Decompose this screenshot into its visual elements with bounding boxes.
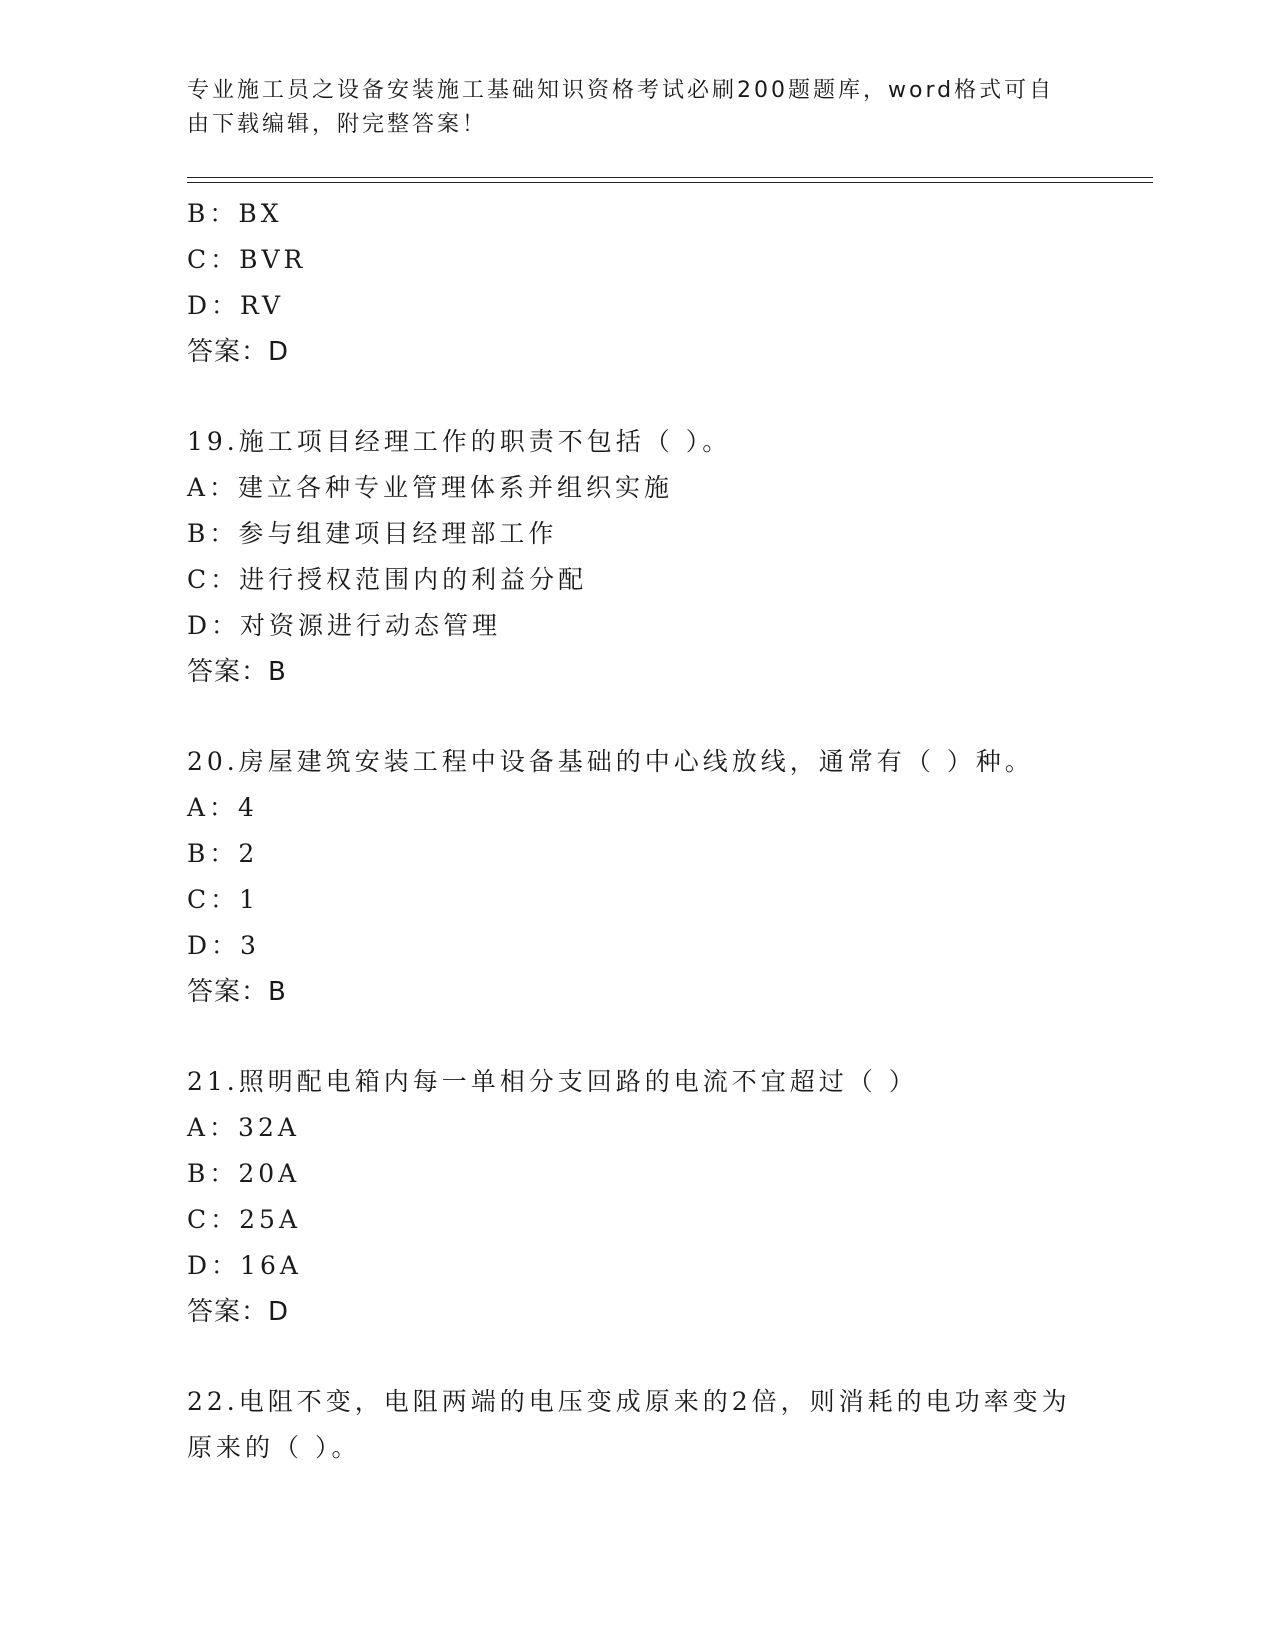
option-b: B：参与组建项目经理部工作: [187, 519, 558, 548]
option-d: D：对资源进行动态管理: [187, 611, 502, 640]
answer-line: 答案：D: [187, 337, 290, 367]
option-c: C：1: [187, 885, 260, 914]
option-b: B：BX: [187, 199, 283, 228]
document-header: 专业施工员之设备安装施工基础知识资格考试必刷200题题库，word格式可自由下载编辑，附完整答案！: [187, 78, 1055, 137]
question-21: 21.照明配电箱内每一单相分支回路的电流不宜超过（ ）: [187, 1067, 918, 1096]
question-19: 19.施工项目经理工作的职责不包括（ ）。: [187, 427, 732, 456]
option-b: B：20A: [187, 1159, 301, 1188]
option-c: C：25A: [187, 1205, 301, 1234]
option-d: D：16A: [187, 1251, 302, 1280]
answer-line: 答案：B: [187, 657, 287, 687]
header-rule-top: [187, 177, 1153, 178]
option-a: A：建立各种专业管理体系并组织实施: [187, 473, 674, 502]
answer-line: 答案：B: [187, 977, 287, 1007]
question-20: 20.房屋建筑安装工程中设备基础的中心线放线，通常有（ ）种。: [187, 747, 1034, 776]
option-c: C：BVR: [187, 245, 307, 274]
answer-line: 答案：D: [187, 1297, 290, 1327]
header-rule-bottom: [187, 182, 1153, 183]
question-22: 22.电阻不变，电阻两端的电压变成原来的2倍，则消耗的电功率变为原来的（ ）。: [187, 1387, 1071, 1462]
option-d: D：RV: [187, 291, 285, 320]
option-b: B：2: [187, 839, 259, 868]
option-a: A：4: [187, 793, 258, 822]
question-list: [187, 191, 1087, 1471]
option-a: A：32A: [187, 1113, 300, 1142]
option-d: D：3: [187, 931, 260, 960]
option-c: C：进行授权范围内的利益分配: [187, 565, 588, 594]
